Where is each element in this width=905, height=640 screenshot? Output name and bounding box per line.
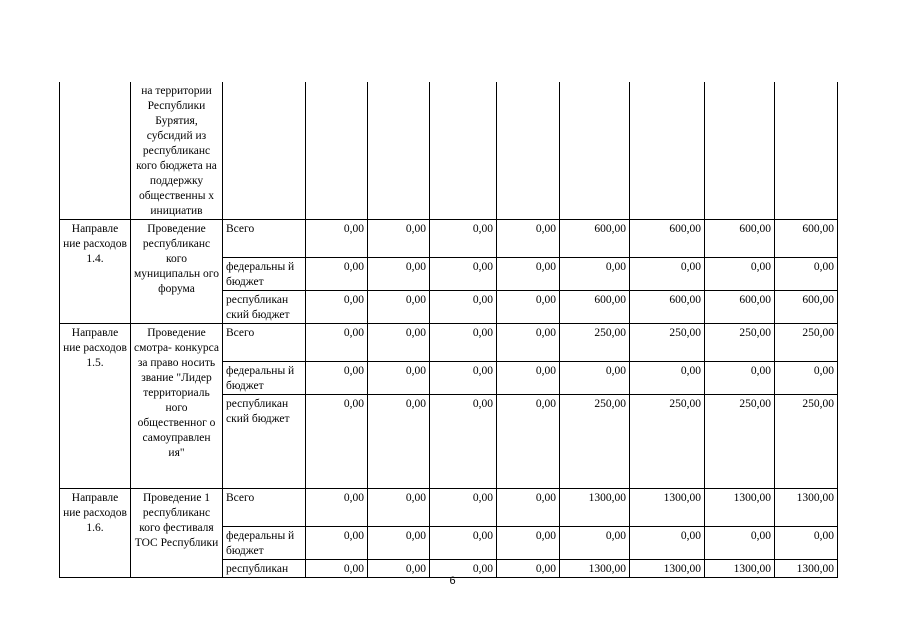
value-cell: 0,00	[430, 220, 497, 258]
value-cell: 0,00	[430, 324, 497, 362]
value-cell: 0,00	[430, 291, 497, 324]
value-cell: 0,00	[497, 362, 560, 395]
description-cell: на территории Республики Бурятия, субсидий из республиканс кого бюджета на поддержку общественны х инициатив	[131, 82, 223, 220]
value-cell: 0,00	[630, 362, 705, 395]
value-cell: 1300,00	[775, 489, 838, 527]
value-cell: 0,00	[430, 362, 497, 395]
value-cell: 0,00	[497, 258, 560, 291]
source-cell: федеральны й бюджет	[223, 527, 306, 560]
value-cell: 0,00	[368, 362, 430, 395]
source-cell: Всего	[223, 220, 306, 258]
value-cell: 1300,00	[775, 560, 838, 578]
source-cell: республикан ский бюджет	[223, 395, 306, 489]
value-cell: 0,00	[306, 258, 368, 291]
source-cell: республикан ский бюджет	[223, 291, 306, 324]
value-cell: 250,00	[560, 324, 630, 362]
direction-cell: Направле ние расходов 1.6.	[60, 489, 131, 578]
value-cell: 250,00	[630, 324, 705, 362]
value-cell: 0,00	[430, 527, 497, 560]
value-cell: 0,00	[497, 220, 560, 258]
value-cell: 0,00	[630, 527, 705, 560]
value-cell: 0,00	[306, 324, 368, 362]
value-cell: 0,00	[497, 527, 560, 560]
value-cell: 1300,00	[630, 560, 705, 578]
value-cell: 250,00	[630, 395, 705, 489]
value-cell: 0,00	[368, 258, 430, 291]
value-cell: 0,00	[306, 220, 368, 258]
source-cell: Всего	[223, 489, 306, 527]
page-number: 6	[449, 575, 456, 587]
table-row	[60, 324, 838, 362]
value-cell: 600,00	[705, 291, 775, 324]
direction-cell	[60, 82, 131, 220]
value-cell: 0,00	[368, 527, 430, 560]
value-cell: 600,00	[775, 291, 838, 324]
description-cell: Проведение смотра- конкурса за право носить звание "Лидер территориаль ного общественног о самоуправлен ия"	[131, 324, 223, 489]
value-cell: 1300,00	[705, 489, 775, 527]
value-cell: 600,00	[630, 220, 705, 258]
value-cell: 250,00	[705, 395, 775, 489]
value-cell: 0,00	[306, 395, 368, 489]
value-cell: 0,00	[368, 560, 430, 578]
value-cell: 0,00	[368, 324, 430, 362]
value-cell: 0,00	[775, 258, 838, 291]
source-cell: федеральны й бюджет	[223, 258, 306, 291]
value-cell: 1300,00	[630, 489, 705, 527]
value-cell: 0,00	[630, 258, 705, 291]
value-cell: 0,00	[368, 489, 430, 527]
value-cell: 0,00	[306, 362, 368, 395]
value-cell: 600,00	[775, 220, 838, 258]
value-cell: 600,00	[630, 291, 705, 324]
value-cell: 0,00	[560, 258, 630, 291]
value-cell: 250,00	[775, 395, 838, 489]
value-cell: 1300,00	[560, 489, 630, 527]
value-cell: 0,00	[368, 220, 430, 258]
value-cell: 0,00	[306, 527, 368, 560]
value-cell: 250,00	[560, 395, 630, 489]
source-cell: Всего	[223, 324, 306, 362]
direction-cell: Направле ние расходов 1.4.	[60, 220, 131, 324]
value-cell: 0,00	[497, 489, 560, 527]
description-cell: Проведение 1 республиканс кого фестиваля ТОС Республики	[131, 489, 223, 578]
value-cell: 600,00	[560, 220, 630, 258]
direction-cell: Направле ние расходов 1.5.	[60, 324, 131, 489]
value-cell: 0,00	[430, 395, 497, 489]
source-cell: федеральны й бюджет	[223, 362, 306, 395]
table-row	[60, 489, 838, 527]
value-cell: 0,00	[775, 362, 838, 395]
value-cell: 250,00	[775, 324, 838, 362]
value-cell: 0,00	[705, 258, 775, 291]
value-cell: 0,00	[430, 489, 497, 527]
value-cell: 0,00	[705, 527, 775, 560]
value-cell: 0,00	[306, 489, 368, 527]
value-cell: 0,00	[560, 527, 630, 560]
table-row-continuation	[60, 82, 838, 220]
value-cell: 0,00	[497, 324, 560, 362]
value-cell: 0,00	[430, 560, 497, 578]
value-cell: 0,00	[497, 560, 560, 578]
source-cell	[223, 82, 306, 220]
value-cell: 0,00	[560, 362, 630, 395]
budget-table	[59, 82, 838, 578]
value-cell: 600,00	[705, 220, 775, 258]
value-cell: 0,00	[430, 258, 497, 291]
value-cell: 1300,00	[560, 560, 630, 578]
description-cell: Проведение республиканс кого муниципальн ого форума	[131, 220, 223, 324]
source-cell: республикан	[223, 560, 306, 578]
value-cell: 0,00	[368, 395, 430, 489]
value-cell: 0,00	[306, 560, 368, 578]
value-cell: 600,00	[560, 291, 630, 324]
value-cell: 0,00	[368, 291, 430, 324]
value-cell: 0,00	[306, 291, 368, 324]
value-cell: 0,00	[497, 291, 560, 324]
value-cell: 0,00	[775, 527, 838, 560]
value-cell: 0,00	[705, 362, 775, 395]
value-cell: 0,00	[497, 395, 560, 489]
value-cell: 1300,00	[705, 560, 775, 578]
table-row	[60, 220, 838, 258]
value-cell: 250,00	[705, 324, 775, 362]
